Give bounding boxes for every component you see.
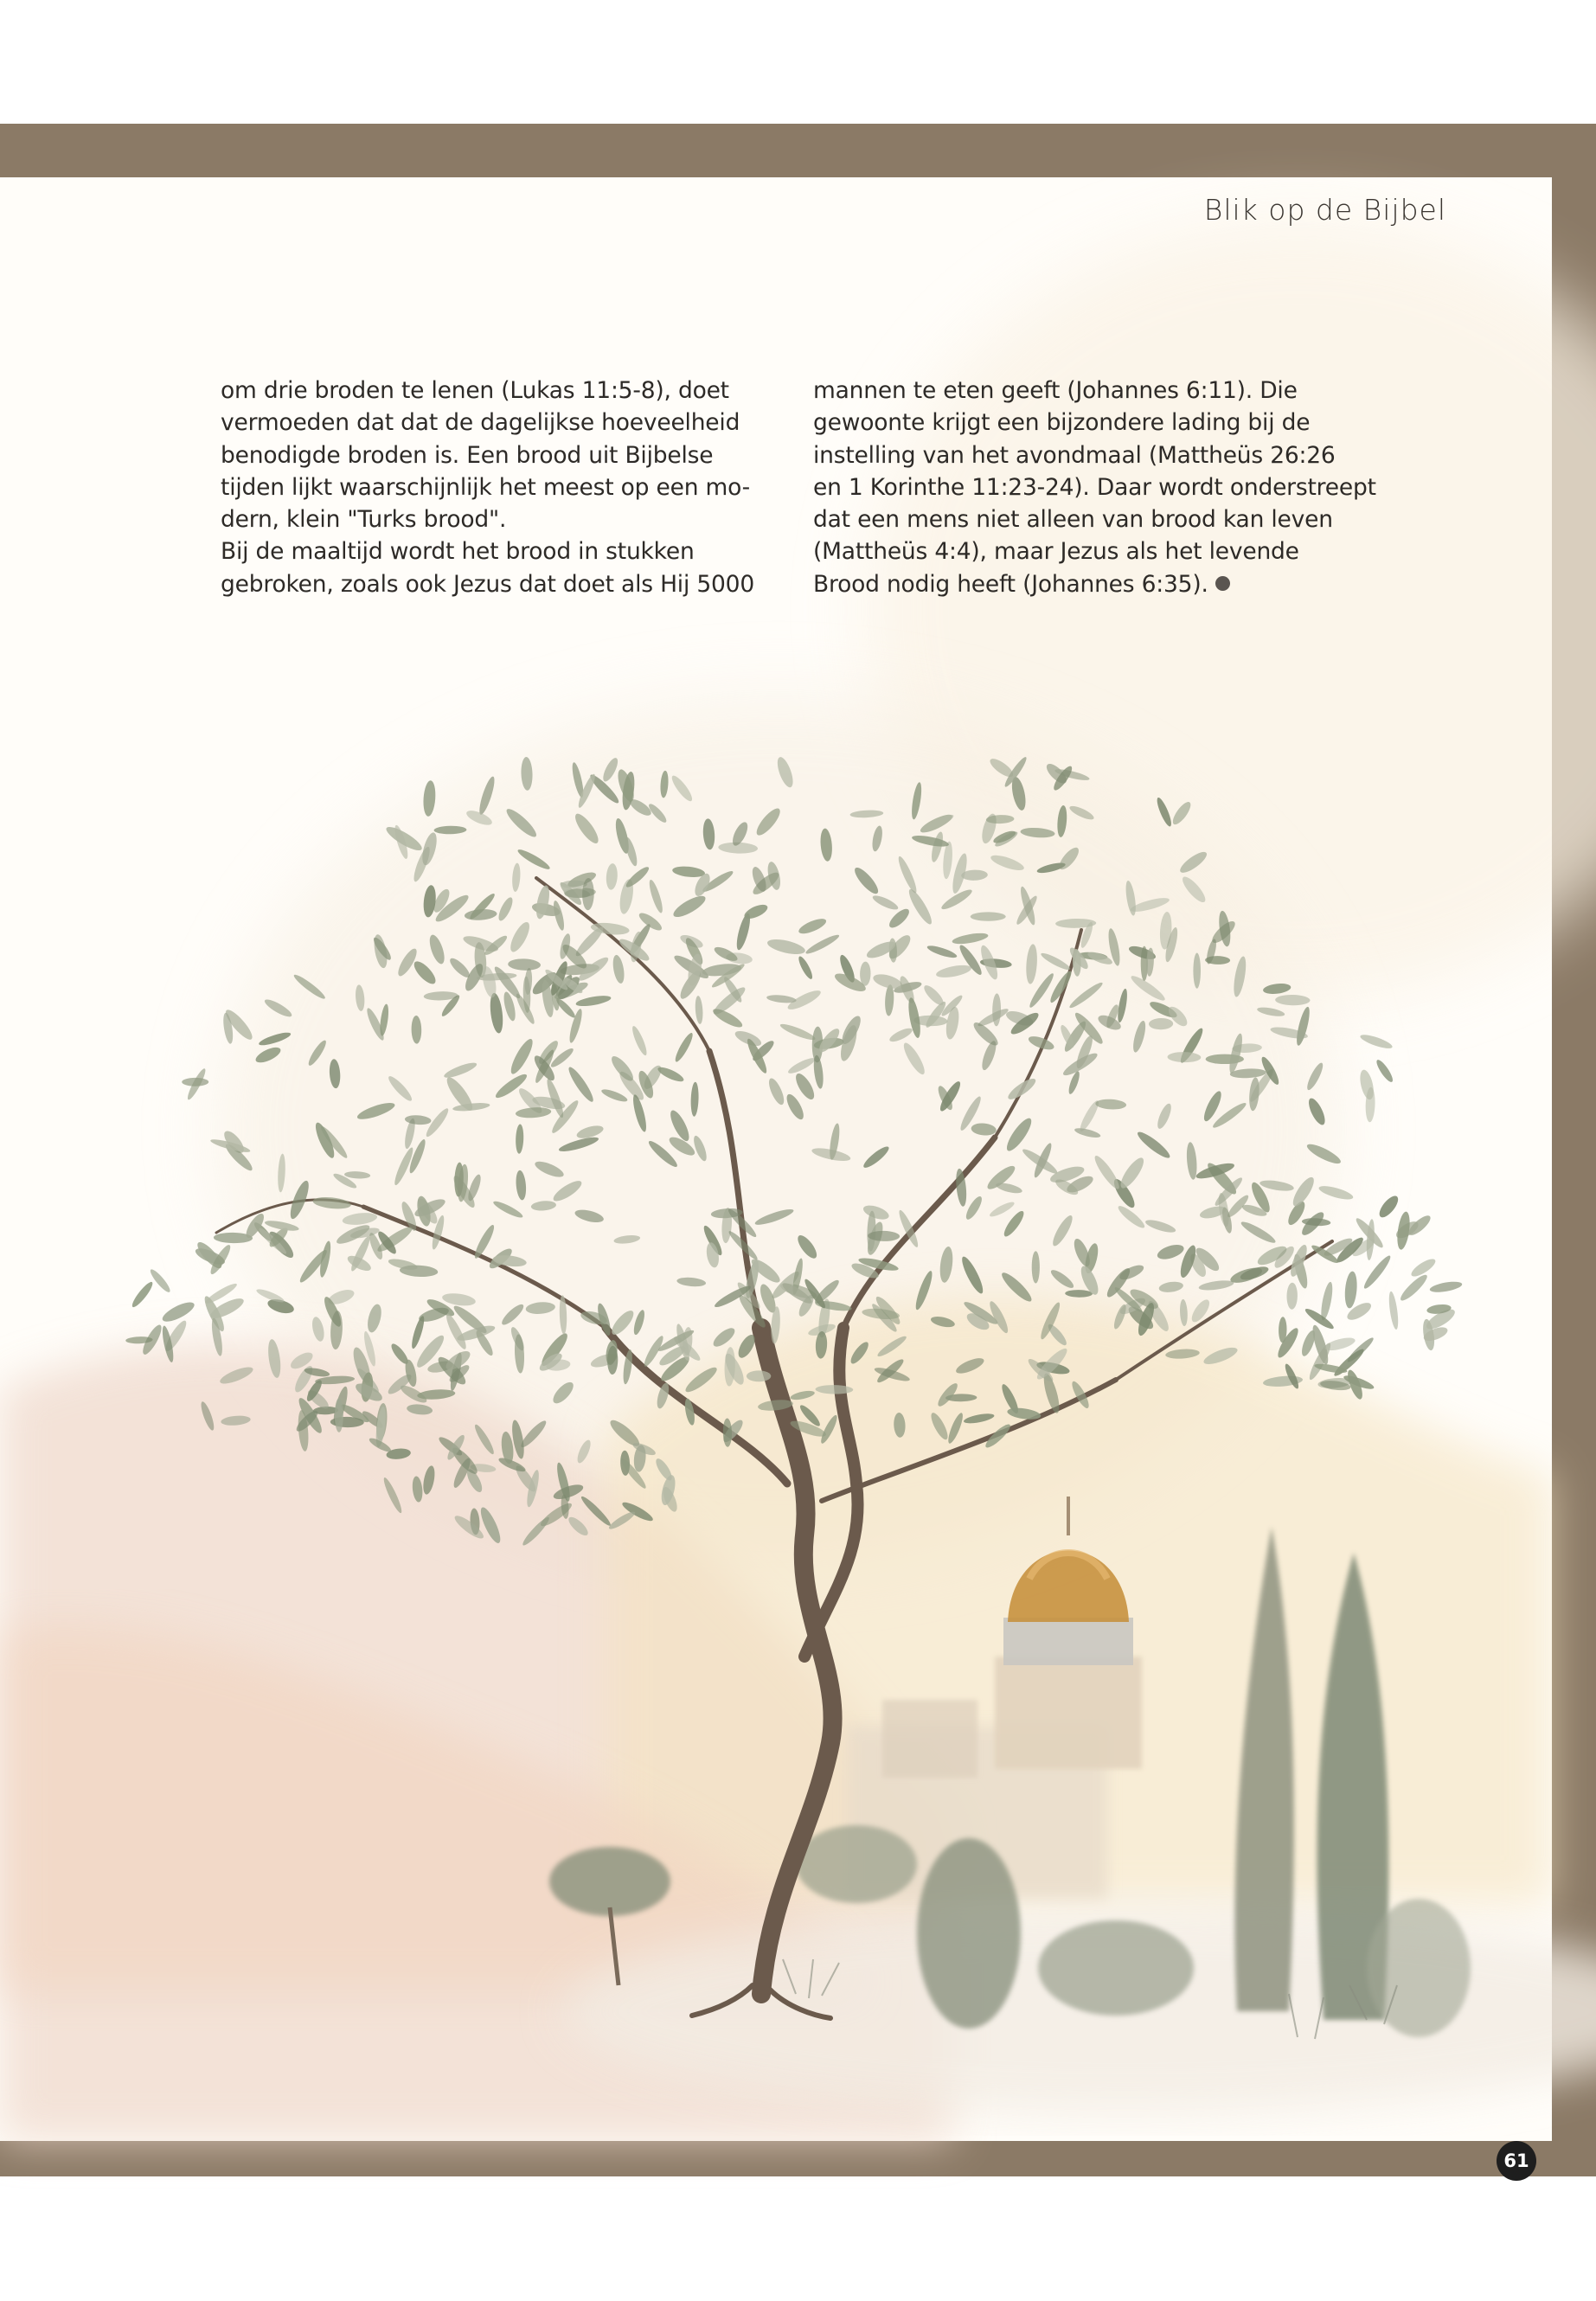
olive-leaf xyxy=(447,956,472,980)
body-line: om drie broden te lenen (Lukas 11:5-8), doet xyxy=(221,377,729,404)
olive-leaf xyxy=(407,1403,433,1416)
olive-leaf xyxy=(1319,1281,1335,1321)
olive-leaf xyxy=(441,1292,476,1307)
olive-leaf xyxy=(381,1476,405,1514)
olive-leaf xyxy=(551,1177,585,1204)
olive-leaf xyxy=(355,984,366,1011)
olive-leaf xyxy=(477,775,497,816)
olive-leaf xyxy=(508,958,541,971)
olive-leaf xyxy=(888,1026,913,1044)
text-column-right xyxy=(813,375,1376,600)
olive-leaf xyxy=(733,1028,763,1048)
olive-leaf xyxy=(884,984,894,1016)
olive-leaf xyxy=(1305,1096,1328,1127)
olive-leaf xyxy=(660,771,670,798)
olive-leaf xyxy=(894,1413,907,1438)
olive-leaf xyxy=(1048,1267,1076,1291)
olive-leaf xyxy=(1256,1006,1285,1018)
olive-leaf xyxy=(851,864,881,896)
olive-leaf xyxy=(861,1144,891,1170)
olive-leaf xyxy=(574,1208,605,1225)
olive-leaf xyxy=(608,1307,637,1337)
olive-leaf xyxy=(452,1512,486,1541)
olive-leaf xyxy=(1374,1058,1394,1084)
olive-leaf xyxy=(935,963,972,980)
olive-leaf xyxy=(1304,1061,1325,1092)
olive-leaf xyxy=(253,1044,283,1066)
olive-leaf xyxy=(690,1082,699,1117)
olive-leaf xyxy=(1032,1251,1040,1283)
olive-leaf xyxy=(871,893,900,912)
olive-leaf xyxy=(1155,796,1174,828)
olive-leaf xyxy=(928,1411,951,1442)
olive-leaf xyxy=(1144,1217,1177,1234)
olive-leaf xyxy=(964,1195,985,1221)
olive-leaf xyxy=(1198,1279,1234,1292)
olive-leaf xyxy=(710,1325,737,1350)
olive-leaf xyxy=(263,997,294,1020)
olive-leaf xyxy=(1232,955,1248,997)
olive-leaf xyxy=(421,1465,437,1495)
running-head: Blik op de Bijbel xyxy=(1203,193,1446,227)
olive-leaf xyxy=(1398,1272,1430,1304)
olive-leaf xyxy=(702,818,716,850)
olive-leaf xyxy=(1049,1213,1075,1248)
olive-leaf xyxy=(815,1385,853,1394)
olive-leaf xyxy=(945,1412,965,1445)
olive-leaf xyxy=(792,1071,817,1102)
olive-leaf xyxy=(1202,1344,1239,1368)
olive-leaf xyxy=(1068,804,1096,822)
olive-leaf xyxy=(411,1476,423,1503)
olive-leaf xyxy=(656,1065,685,1085)
olive-leaf xyxy=(521,757,533,791)
olive-leaf xyxy=(774,755,796,789)
body-line-text: Brood nodig heeft (Johannes 6:35). xyxy=(813,570,1208,598)
olive-leaf xyxy=(1131,1020,1148,1054)
olive-leaf xyxy=(575,994,612,1009)
page-number-badge: 61 xyxy=(1497,2141,1536,2181)
olive-leaf xyxy=(1104,1266,1133,1300)
body-line: benodigde broden is. Een brood uit Bijbelse xyxy=(221,441,714,469)
olive-leaf xyxy=(804,933,841,957)
olive-leaf xyxy=(723,1418,733,1446)
olive-leaf xyxy=(335,1398,343,1433)
olive-leaf xyxy=(613,1234,641,1245)
olive-leaf xyxy=(929,830,945,862)
olive-leaf xyxy=(766,937,806,958)
olive-leaf xyxy=(221,1414,251,1426)
olive-leaf xyxy=(988,1200,1016,1219)
olive-leaf xyxy=(496,895,515,922)
olive-leaf xyxy=(711,1006,745,1031)
olive-leaf xyxy=(895,855,919,894)
olive-leaf xyxy=(422,780,436,817)
text-column-left xyxy=(221,375,774,600)
olive-leaf xyxy=(1158,1280,1184,1293)
olive-leaf xyxy=(683,1364,720,1395)
end-mark-icon xyxy=(1215,576,1230,591)
olive-leaf xyxy=(130,1279,156,1309)
olive-leaf xyxy=(992,993,1001,1026)
olive-leaf xyxy=(1179,874,1208,906)
olive-leaf xyxy=(1149,1018,1173,1030)
olive-leaf xyxy=(443,1060,478,1080)
body-line: gewoonte krijgt een bijzondere lading bij de xyxy=(813,409,1311,437)
olive-leaf xyxy=(516,1106,552,1119)
olive-leaf xyxy=(611,954,625,984)
olive-leaf xyxy=(1376,1193,1401,1221)
olive-leaf xyxy=(887,906,913,931)
olive-leaf xyxy=(1056,844,1082,872)
olive-leaf xyxy=(630,1024,649,1056)
olive-leaf xyxy=(1117,1155,1147,1191)
olive-leaf xyxy=(920,812,955,836)
olive-leaf xyxy=(971,912,1006,920)
olive-leaf xyxy=(1001,1208,1027,1239)
olive-leaf xyxy=(1193,953,1201,989)
olive-leaf xyxy=(491,1199,524,1221)
olive-leaf xyxy=(819,828,833,862)
olive-leaf xyxy=(1317,1183,1355,1202)
olive-leaf xyxy=(507,920,533,954)
olive-leaf xyxy=(1156,1242,1186,1262)
olive-leaf xyxy=(572,811,602,846)
olive-leaf xyxy=(862,1202,891,1222)
olive-leaf xyxy=(952,931,989,945)
olive-leaf xyxy=(550,1379,577,1407)
olive-leaf xyxy=(669,773,695,804)
olive-leaf xyxy=(860,961,871,985)
olive-leaf xyxy=(971,1122,997,1136)
olive-leaf xyxy=(1359,1032,1394,1051)
olive-leaf xyxy=(790,1389,816,1401)
olive-leaf xyxy=(797,955,815,981)
olive-leaf xyxy=(514,1334,525,1374)
olive-leaf xyxy=(672,865,706,879)
olive-leaf xyxy=(365,1303,384,1334)
olive-leaf xyxy=(794,1233,819,1261)
book-page xyxy=(0,177,1552,2171)
olive-leaf xyxy=(1020,827,1055,839)
olive-leaf xyxy=(525,1301,555,1315)
olive-leaf xyxy=(426,933,447,966)
olive-leaf xyxy=(600,1087,629,1104)
olive-leaf xyxy=(1074,1126,1101,1139)
olive-leaf xyxy=(579,1494,612,1528)
olive-leaf xyxy=(766,1076,787,1106)
olive-leaf xyxy=(1177,849,1209,876)
olive-leaf xyxy=(1129,973,1168,1004)
olive-leaf xyxy=(849,810,883,818)
olive-leaf xyxy=(312,1195,351,1210)
olive-leaf xyxy=(1185,1142,1198,1180)
olive-leaf xyxy=(1025,944,1038,984)
olive-leaf xyxy=(695,996,704,1024)
olive-leaf xyxy=(1040,951,1073,972)
olive-leaf xyxy=(566,1065,597,1105)
body-line: tijden lijkt waarschijnlijk het meest op een mo- xyxy=(221,473,751,501)
olive-leaf xyxy=(1056,805,1068,838)
olive-leaf xyxy=(1170,799,1194,827)
olive-leaf xyxy=(434,825,467,834)
olive-leaf xyxy=(1388,1291,1401,1330)
olive-leaf xyxy=(515,1170,527,1200)
olive-leaf xyxy=(753,1207,795,1227)
olive-leaf xyxy=(1155,1102,1174,1131)
body-line: vermoeden dat dat de dagelijkse hoeveelheid xyxy=(221,409,740,437)
olive-leaf xyxy=(503,805,540,840)
olive-leaf xyxy=(405,1114,432,1125)
olive-leaf xyxy=(311,1316,326,1343)
olive-leaf xyxy=(478,1505,504,1546)
olive-leaf xyxy=(386,1074,414,1103)
olive-leaf xyxy=(277,1153,286,1192)
olive-leaf xyxy=(1092,1153,1123,1191)
olive-leaf xyxy=(511,862,521,892)
olive-leaf xyxy=(1167,1052,1201,1063)
olive-leaf xyxy=(1003,1115,1035,1154)
olive-leaf xyxy=(784,1092,807,1122)
olive-leaf xyxy=(989,852,1025,873)
cypress-trees xyxy=(1234,1527,1388,2020)
body-line: (Mattheüs 4:4), maar Jezus als het levende xyxy=(813,538,1299,566)
olive-leaf xyxy=(411,1016,421,1044)
body-line: instelling van het avondmaal (Mattheüs 26:26 xyxy=(813,441,1336,469)
olive-leaf xyxy=(607,1509,637,1532)
body-line: gebroken, zoals ook Jezus dat doet als Hij 5000 xyxy=(221,570,754,598)
olive-leaf xyxy=(998,1269,1035,1304)
olive-leaf xyxy=(647,879,665,914)
olive-leaf xyxy=(926,944,958,960)
olive-leaf xyxy=(673,1031,695,1064)
olive-leaf xyxy=(1275,995,1311,1006)
olive-leaf xyxy=(575,1439,593,1465)
body-line: dat een mens niet alleen van brood kan leven xyxy=(813,506,1333,534)
olive-leaf xyxy=(942,841,954,880)
olive-leaf xyxy=(939,1246,955,1283)
olive-leaf xyxy=(1135,1129,1173,1162)
olive-leaf xyxy=(530,1200,556,1212)
olive-leaf xyxy=(306,1038,329,1067)
olive-leaf xyxy=(818,1413,839,1445)
olive-leaf xyxy=(1262,982,1292,995)
olive-leaf xyxy=(1303,1306,1336,1332)
olive-leaf xyxy=(1362,1253,1394,1292)
olive-leaf xyxy=(958,1254,986,1296)
olive-leaf xyxy=(913,1270,935,1311)
olive-leaf xyxy=(600,756,620,784)
olive-leaf xyxy=(1179,1299,1188,1327)
olive-leaf xyxy=(747,1370,771,1381)
olive-leaf xyxy=(1239,1219,1277,1246)
olive-leaf xyxy=(1005,1075,1038,1102)
olive-leaf xyxy=(906,887,935,926)
olive-leaf xyxy=(1429,1279,1463,1294)
body-line: dern, klein "Turks brood". xyxy=(221,506,507,534)
olive-leaf xyxy=(930,1315,956,1330)
olive-leaf xyxy=(1343,1271,1358,1309)
olive-leaf xyxy=(1259,1178,1294,1193)
olive-leaf xyxy=(258,1030,292,1048)
olive-leaf xyxy=(472,1423,497,1457)
olive-leaf xyxy=(342,1211,378,1227)
olive-leaf xyxy=(516,1124,524,1153)
olive-leaf xyxy=(1227,1033,1245,1074)
olive-leaf xyxy=(786,1055,817,1076)
olive-leaf xyxy=(606,863,619,890)
olive-leaf xyxy=(670,892,708,920)
olive-leaf xyxy=(691,1134,709,1163)
olive-leaf xyxy=(963,1412,995,1426)
olive-leaf xyxy=(724,1347,736,1387)
olive-leaf xyxy=(1230,1067,1266,1079)
body-line: Bij de maaltijd wordt het brood in stukken xyxy=(221,538,695,566)
olive-leaf xyxy=(566,1514,591,1538)
olive-leaf xyxy=(1165,1348,1200,1360)
olive-leaf xyxy=(160,1298,197,1325)
olive-leaf xyxy=(653,1457,675,1483)
olive-leaf xyxy=(472,1223,497,1260)
olive-leaf xyxy=(637,910,664,933)
olive-leaf xyxy=(870,825,884,853)
olive-leaf xyxy=(1294,1006,1312,1047)
olive-leaf xyxy=(1286,1283,1298,1310)
olive-leaf xyxy=(538,1500,574,1529)
olive-leaf xyxy=(1095,1099,1126,1110)
olive-leaf xyxy=(954,1356,986,1377)
olive-leaf xyxy=(266,1338,283,1379)
olive-leaf xyxy=(911,833,950,849)
olive-leaf xyxy=(465,808,494,828)
olive-leaf xyxy=(356,1099,396,1122)
olive-leaf xyxy=(1065,1290,1093,1298)
olive-leaf xyxy=(753,805,784,838)
olive-leaf xyxy=(508,1036,536,1076)
body-line-last xyxy=(813,568,1367,600)
olive-leaf xyxy=(1304,1141,1343,1167)
body-line: en 1 Korinthe 11:23-24). Daar wordt onderstreept xyxy=(813,473,1376,501)
body-line: mannen te eten geeft (Johannes 6:11). Die xyxy=(813,377,1298,404)
olive-leaf xyxy=(533,1158,566,1180)
olive-leaf xyxy=(1067,980,1105,1010)
olive-leaf xyxy=(411,958,439,988)
olive-leaf xyxy=(516,847,551,872)
olive-leaf xyxy=(1112,1303,1128,1330)
olive-leaf xyxy=(848,1340,871,1367)
olive-leaf xyxy=(631,1309,646,1336)
olive-leaf xyxy=(676,1277,707,1288)
olive-leaf xyxy=(329,1059,342,1089)
olive-leaf xyxy=(292,972,327,1002)
olive-leaf xyxy=(875,1334,908,1359)
olive-leaf xyxy=(797,916,828,937)
olive-leaf xyxy=(488,992,504,1034)
olive-leaf xyxy=(218,1364,255,1388)
olive-leaf xyxy=(779,1022,817,1043)
olive-leaf xyxy=(199,1400,216,1432)
olive-leaf xyxy=(422,884,437,918)
olive-tree-illustration xyxy=(0,722,1552,2141)
olive-leaf xyxy=(499,1302,526,1328)
olive-leaf xyxy=(624,864,651,889)
olive-leaf xyxy=(148,1267,172,1294)
olive-leaf xyxy=(910,782,924,820)
olive-leaf xyxy=(344,1170,371,1179)
olive-leaf xyxy=(901,1041,928,1077)
